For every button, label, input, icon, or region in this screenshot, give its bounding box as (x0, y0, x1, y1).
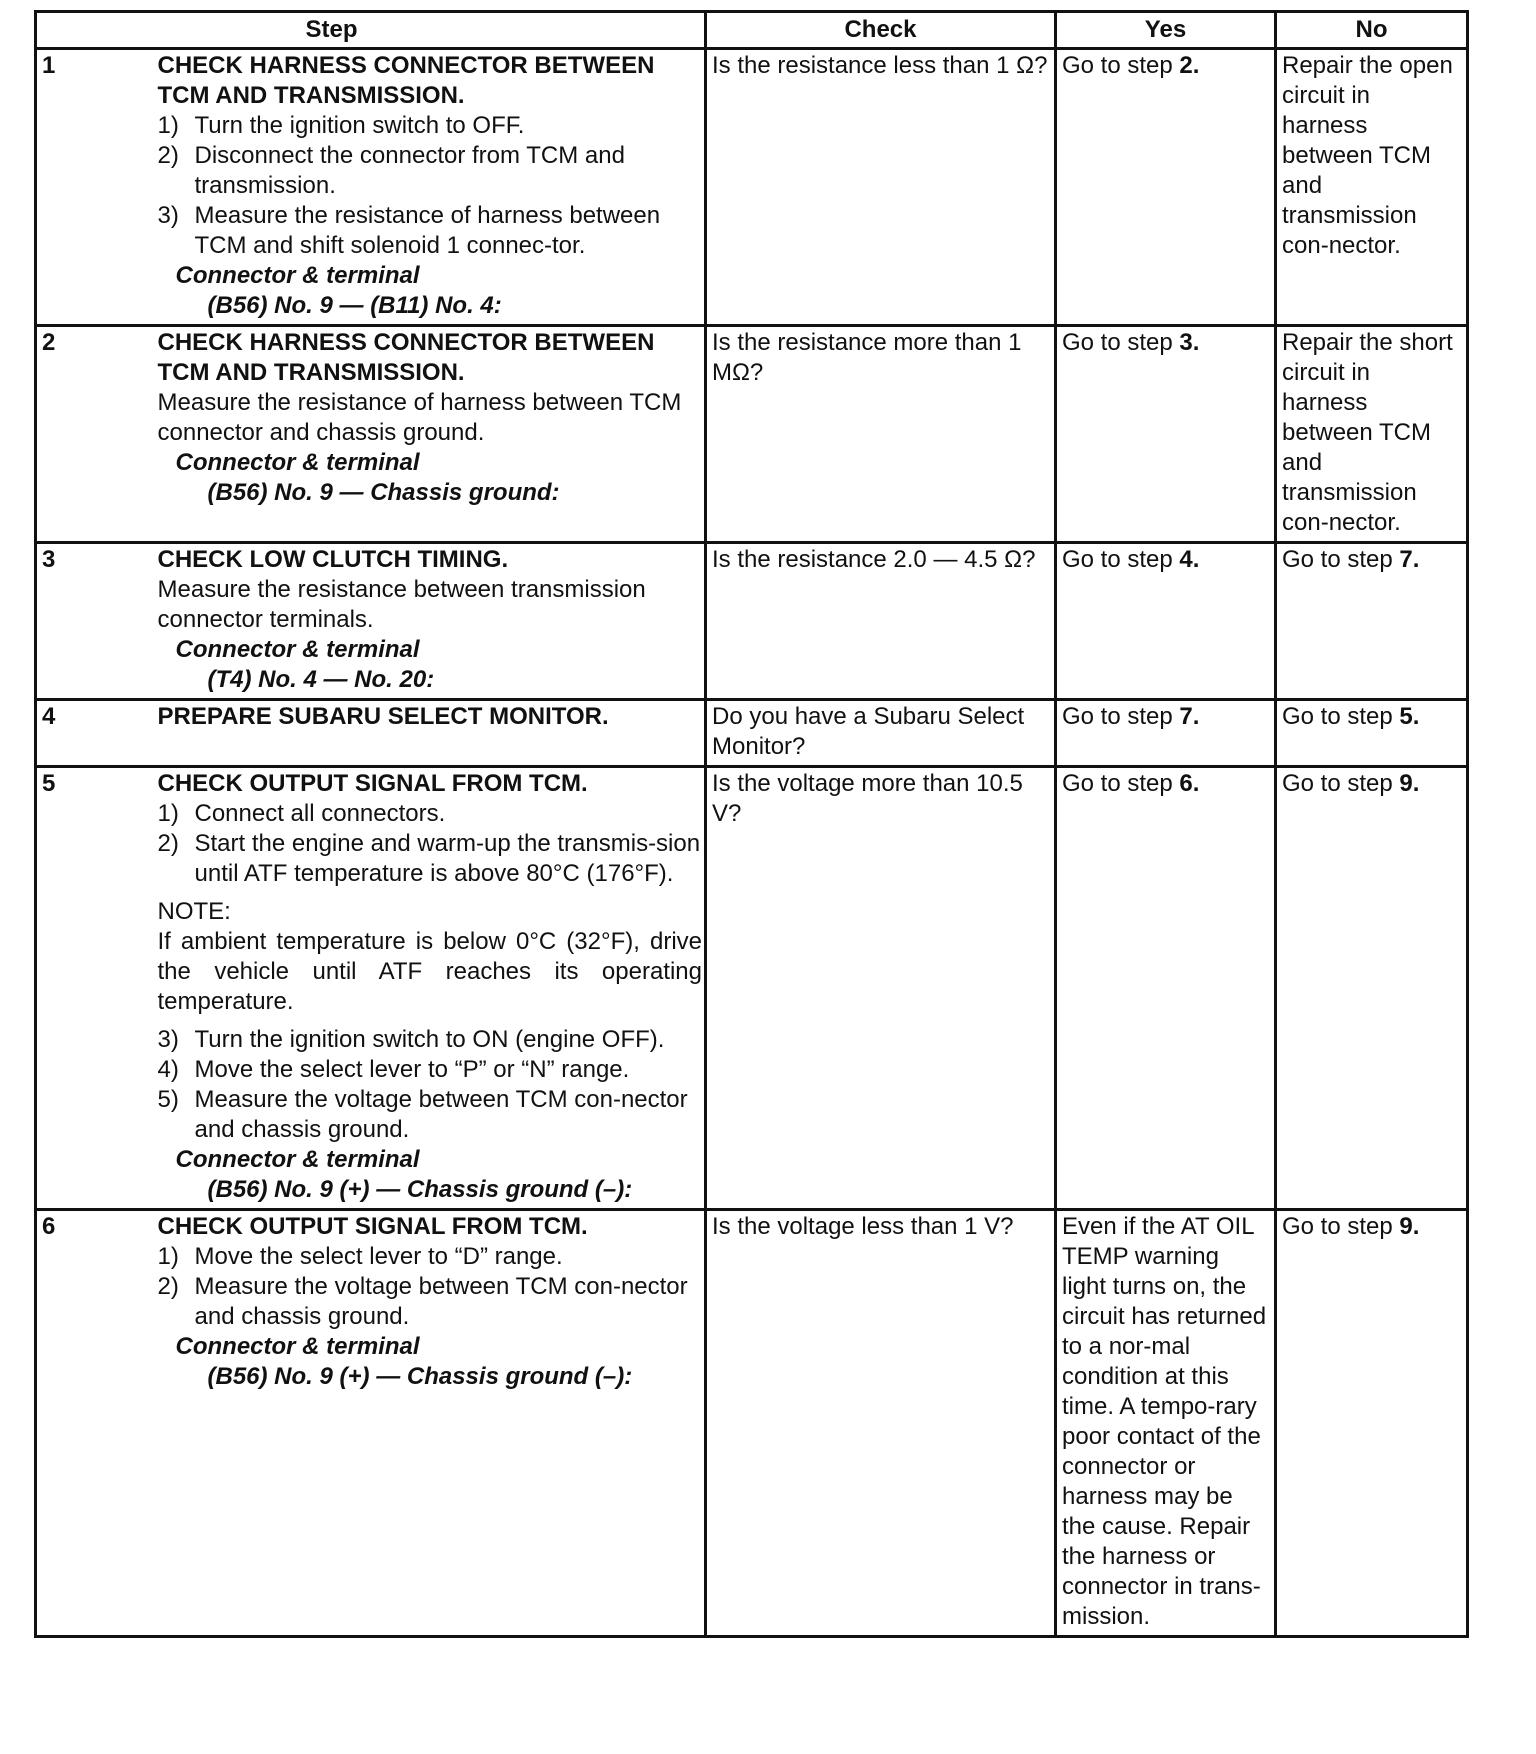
step-title: PREPARE SUBARU SELECT MONITOR. (157, 703, 609, 730)
list-item: 2) Disconnect the connector from TCM and transmission. (157, 142, 625, 199)
no-cell: Go to step 9. (1276, 767, 1468, 1210)
list-item: 2) Start the engine and warm-up the transmis-sion until ATF temperature is above 80°C (176°F). (157, 830, 701, 887)
list-item: 1) Connect all connectors. (157, 800, 446, 827)
yes-cell: Go to step 2. (1056, 49, 1276, 326)
step-list (158, 1025, 703, 1145)
list-item: 1) Turn the ignition switch to OFF. (157, 112, 525, 139)
check-cell: Do you have a Subaru Select Monitor? (706, 700, 1056, 767)
step-title: CHECK HARNESS CONNECTOR BETWEEN TCM AND TRANSMISSION. (157, 329, 655, 386)
no-cell: Repair the open circuit in harness between TCM and transmission con-nector. (1276, 49, 1468, 326)
list-item: 2) Measure the voltage between TCM con-nector and chassis ground. (157, 1273, 688, 1330)
list-item: 4) Move the select lever to “P” or “N” range. (157, 1056, 630, 1083)
header-no: No (1276, 12, 1468, 49)
table-row (36, 700, 1468, 767)
no-cell: Go to step 9. (1276, 1210, 1468, 1637)
no-cell: Go to step 7. (1276, 543, 1468, 700)
header-step-spacer (36, 12, 156, 49)
connector-label: Connector & terminal (175, 262, 420, 289)
header-row (36, 12, 1468, 49)
step-cell (156, 767, 706, 1210)
list-item: 3) Turn the ignition switch to ON (engine OFF). (157, 1026, 665, 1053)
step-cell (156, 326, 706, 543)
check-cell: Is the voltage more than 10.5 V? (706, 767, 1056, 1210)
yes-cell: Go to step 6. (1056, 767, 1276, 1210)
yes-cell: Even if the AT OIL TEMP warning light turns on, the circuit has returned to a nor-mal condition at this time. A tempo-rary poor contact of the connector or harness may be the cause. Repair the harness or connector in trans-mission. (1056, 1210, 1276, 1637)
step-number: 2 (36, 326, 156, 543)
step-title: CHECK HARNESS CONNECTOR BETWEEN TCM AND TRANSMISSION. (157, 52, 655, 109)
terminal-spec: (B56) No. 9 (+) — Chassis ground (–): (207, 1176, 633, 1203)
no-cell: Go to step 5. (1276, 700, 1468, 767)
step-number: 6 (36, 1210, 156, 1637)
diagnostic-table (34, 10, 1469, 1638)
terminal-spec: (T4) No. 4 — No. 20: (207, 666, 435, 693)
step-list (158, 1242, 703, 1332)
step-number: 1 (36, 49, 156, 326)
header-step: Step (156, 12, 706, 49)
step-number: 3 (36, 543, 156, 700)
check-cell: Is the voltage less than 1 V? (706, 1210, 1056, 1637)
step-text: Measure the resistance between transmission connector terminals. (157, 576, 646, 633)
step-number: 4 (36, 700, 156, 767)
connector-label: Connector & terminal (175, 449, 420, 476)
check-cell: Is the resistance more than 1 MΩ? (706, 326, 1056, 543)
header-check: Check (706, 12, 1056, 49)
table-row (36, 767, 1468, 1210)
step-title: CHECK OUTPUT SIGNAL FROM TCM. (157, 1213, 588, 1240)
table-row (36, 49, 1468, 326)
check-cell: Is the resistance less than 1 Ω? (706, 49, 1056, 326)
step-cell (156, 1210, 706, 1637)
step-title: CHECK LOW CLUTCH TIMING. (157, 546, 509, 573)
step-list (158, 799, 703, 889)
connector-label: Connector & terminal (175, 1146, 420, 1173)
list-item: 1) Move the select lever to “D” range. (157, 1243, 563, 1270)
connector-label: Connector & terminal (175, 636, 420, 663)
check-cell: Is the resistance 2.0 — 4.5 Ω? (706, 543, 1056, 700)
step-cell (156, 543, 706, 700)
diagnostic-table-container (34, 10, 1466, 1638)
terminal-spec: (B56) No. 9 — Chassis ground: (207, 479, 560, 506)
yes-cell: Go to step 4. (1056, 543, 1276, 700)
step-title: CHECK OUTPUT SIGNAL FROM TCM. (157, 770, 588, 797)
step-text: Measure the resistance of harness between TCM connector and chassis ground. (157, 389, 682, 446)
step-list (158, 111, 703, 261)
step-cell (156, 49, 706, 326)
table-row (36, 1210, 1468, 1637)
header-yes: Yes (1056, 12, 1276, 49)
step-number: 5 (36, 767, 156, 1210)
terminal-spec: (B56) No. 9 (+) — Chassis ground (–): (207, 1363, 633, 1390)
list-item: 5) Measure the voltage between TCM con-nector and chassis ground. (157, 1086, 688, 1143)
yes-cell: Go to step 7. (1056, 700, 1276, 767)
table-row (36, 543, 1468, 700)
step-cell (156, 700, 706, 767)
connector-label: Connector & terminal (175, 1333, 420, 1360)
yes-cell: Go to step 3. (1056, 326, 1276, 543)
note-text: If ambient temperature is below 0°C (32°F), drive the vehicle until ATF reaches its operating temperature. (157, 928, 702, 1015)
terminal-spec: (B56) No. 9 — (B11) No. 4: (207, 292, 502, 319)
list-item: 3) Measure the resistance of harness between TCM and shift solenoid 1 connec-tor. (157, 202, 661, 259)
no-cell: Repair the short circuit in harness between TCM and transmission con-nector. (1276, 326, 1468, 543)
table-row (36, 326, 1468, 543)
note-label: NOTE: (157, 898, 231, 925)
